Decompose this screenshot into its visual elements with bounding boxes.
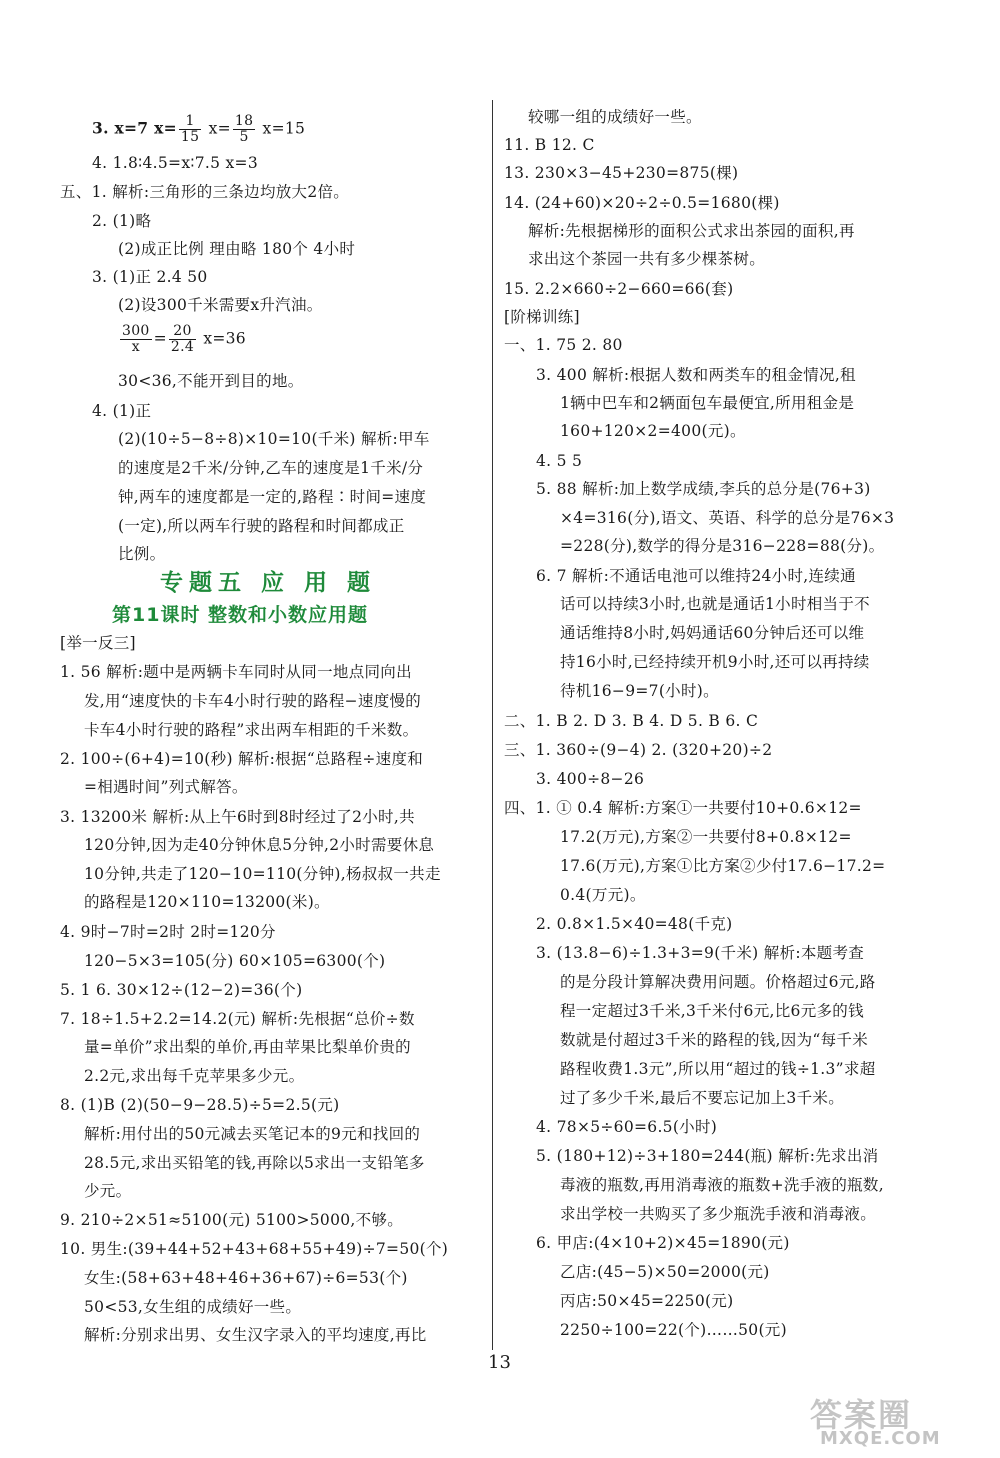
answer-line: 发,用“速度快的卡车4小时行驶的路程−速度慢的 [84, 692, 422, 710]
answer-line: 28.5元,求出买铅笔的钱,再除以5求出一支铅笔多 [84, 1154, 425, 1172]
section-heading-five: 五、1. 解析:三角形的三条边均放大2倍。 [60, 183, 350, 201]
fraction: $\frac{1}{15}$ [180, 113, 200, 145]
answer-line: 待机16−9=7(小时)。 [560, 682, 719, 700]
answer-line: 17.6(万元),方案①比方案②少付17.6−17.2= [560, 857, 886, 875]
answer-line: 三、1. 360÷(9−4) 2. (320+20)÷2 [504, 741, 773, 759]
answer-line: 较哪一组的成绩好一些。 [528, 108, 702, 126]
answer-line: 3. 13200米 解析:从上午6时到8时经过了2小时,共 [60, 808, 415, 826]
answer-line: 7. 18÷1.5+2.2=14.2(元) 解析:先根据“总价÷数 [60, 1010, 415, 1028]
answer-line: 3. 400÷8−26 [536, 770, 645, 788]
answer-line: 11. B 12. C [504, 136, 595, 154]
answer-line: 的路程是120×110=13200(米)。 [84, 893, 330, 911]
answer-line: 女生:(58+63+48+46+36+67)÷6=53(个) [84, 1269, 408, 1287]
watermark-logo [810, 1390, 990, 1450]
answer-line: 1. 56 解析:题中是两辆卡车同时从同一地点同向出 [60, 663, 412, 681]
answer-line: 路程收费1.3元”,所以用“超过的钱÷1.3”求超 [560, 1060, 876, 1078]
answer-line: 120分钟,因为走40分钟休息5分钟,2小时需要休息 [84, 836, 435, 854]
answer-line: 5. 88 解析:加上数学成绩,李兵的总分是(76+3) [536, 480, 871, 498]
subsection-label: [阶梯训练] [504, 308, 580, 326]
answer-line: 2. 0.8×1.5×40=48(千克) [536, 915, 733, 933]
answer-line: 数就是付超过3千米的路程的钱,因为“每千米 [560, 1031, 869, 1049]
answer-line: 0.4(万元)。 [560, 886, 646, 904]
answer-line: 3. 400 解析:根据人数和两类车的租金情况,租 [536, 366, 856, 384]
answer-line: 5. 1 6. 30×12÷(12−2)=36(个) [60, 981, 303, 999]
answer-line: (一定),所以两车行驶的路程和时间都成正 [118, 517, 405, 535]
answer-line: 13. 230×3−45+230=875(棵) [504, 164, 739, 182]
answer-line: 通话维持8小时,妈妈通话60分钟后还可以维 [560, 624, 865, 642]
answer-line: (2)设300千米需要x升汽油。 [118, 296, 323, 314]
answer-line: 160+120×2=400(元)。 [560, 422, 746, 440]
answer-line: 比例。 [118, 545, 166, 563]
answer-line: 5. (180+12)÷3+180=244(瓶) 解析:先求出消 [536, 1147, 879, 1165]
column-divider [492, 100, 493, 1350]
page-number: 13 [488, 1352, 511, 1373]
answer-line: 120−5×3=105(分) 60×105=6300(个) [84, 952, 386, 970]
answer-line: 解析:分别求出男、女生汉字录入的平均速度,再比 [84, 1326, 427, 1344]
answer-line: 2. 100÷(6+4)=10(秒) 解析:根据“总路程÷速度和 [60, 750, 424, 768]
answer-line: 2. (1)略 [92, 212, 152, 230]
fraction: $\frac{300}{x}$ [122, 323, 150, 355]
topic-heading: 专题五 应 用 题 [160, 570, 377, 596]
answer-line: 毒液的瓶数,再用消毒液的瓶数+洗手液的瓶数, [560, 1176, 884, 1194]
answer-line: (2)成正比例 理由略 180个 4小时 [118, 240, 356, 258]
answer-line: 15. 2.2×660÷2−660=66(套) [504, 280, 734, 298]
answer-line: 3. (1)正 2.4 50 [92, 268, 208, 286]
answer-line: 4. 9时−7时=2时 2时=120分 [60, 923, 276, 941]
fraction: $\frac{20}{2.4}$ [170, 323, 195, 355]
answer-line: 4. 5 5 [536, 452, 583, 470]
answer-3-fractions: 3. x=7 x= $\frac{1}{15}$ x= $\frac{18}{5}$ x=15 [92, 113, 306, 145]
answer-line: 10. 男生:(39+44+52+43+68+55+49)÷7=50(个) [60, 1240, 449, 1258]
answer-line: 6. 甲店:(4×10+2)×45=1890(元) [536, 1234, 790, 1252]
answer-line: 丙店:50×45=2250(元) [560, 1292, 734, 1310]
answer-line: 求出学校一共购买了多少瓶洗手液和消毒液。 [560, 1205, 877, 1223]
answer-line: 4. 78×5÷60=6.5(小时) [536, 1118, 718, 1136]
watermark-url: MXQE.COM [820, 1428, 941, 1449]
answer-line: 持16小时,已经持续开机9小时,还可以再持续 [560, 653, 870, 671]
math-prefix: 3. x=7 x= [92, 118, 177, 138]
answer-line: 四、1. ① 0.4 解析:方案①一共要付10+0.6×12= [504, 799, 862, 817]
answer-line: 1辆中巴车和2辆面包车最便宜,所用租金是 [560, 394, 855, 412]
answer-line: 4. (1)正 [92, 402, 152, 420]
answer-line: 30<36,不能开到目的地。 [118, 372, 304, 390]
answer-line: 2.2元,求出每千克苹果多少元。 [84, 1067, 305, 1085]
answer-line: 一、1. 75 2. 80 [504, 336, 623, 354]
answer-line: 解析:先根据梯形的面积公式求出茶园的面积,再 [528, 222, 855, 240]
answer-line: 的速度是2千米/分钟,乙车的速度是1千米/分 [118, 459, 424, 477]
fraction: $\frac{18}{5}$ [234, 113, 254, 145]
watermark-text: 答案圈 [810, 1396, 913, 1434]
answer-line: 钟,两车的速度都是一定的,路程∶时间=速度 [118, 488, 427, 506]
answer-line: (2)(10÷5−8÷8)×10=10(千米) 解析:甲车 [118, 430, 430, 448]
answer-line: 50<53,女生组的成绩好一些。 [84, 1298, 302, 1316]
answer-line: 卡车4小时行驶的路程”求出两车相距的千米数。 [84, 721, 419, 739]
answer-line: 求出这个茶园一共有多少棵茶树。 [528, 250, 766, 268]
answer-line: 3. (13.8−6)÷1.3+3=9(千米) 解析:本题考查 [536, 944, 865, 962]
answer-line: 14. (24+60)×20÷2÷0.5=1680(棵) [504, 194, 780, 212]
answer-line: =相遇时间”列式解答。 [84, 778, 248, 796]
answer-line: 程一定超过3千米,3千米付6元,比6元多的钱 [560, 1002, 864, 1020]
answer-line: 2250÷100=22(个)……50(元) [560, 1321, 787, 1339]
answer-line: 乙店:(45−5)×50=2000(元) [560, 1263, 770, 1281]
answer-line: 少元。 [84, 1182, 132, 1200]
answer-line: 17.2(万元),方案②一共要付8+0.8×12= [560, 828, 852, 846]
lesson-heading: 第11课时 整数和小数应用题 [112, 604, 369, 626]
subsection-label: [举一反三] [60, 634, 136, 652]
answer-line: 解析:用付出的50元减去买笔记本的9元和找回的 [84, 1125, 421, 1143]
answer-line: 4. 1.8∶4.5=x∶7.5 x=3 [92, 154, 258, 172]
answer-line: 8. (1)B (2)(50−9−28.5)÷5=2.5(元) [60, 1096, 340, 1114]
answer-line: 话可以持续3小时,也就是通话1小时相当于不 [560, 595, 870, 613]
answer-line: 过了多少千米,最后不要忘记加上3千米。 [560, 1089, 844, 1107]
answer-line: 二、1. B 2. D 3. B 4. D 5. B 6. C [504, 712, 759, 730]
answer-line: ×4=316(分),语文、英语、科学的总分是76×3 [560, 509, 895, 527]
answer-line: 6. 7 解析:不通话电池可以维持24小时,连续通 [536, 567, 856, 585]
answer-line: 10分钟,共走了120−10=110(分钟),杨叔叔一共走 [84, 865, 441, 883]
answer-line: 量=单价”求出梨的单价,再由苹果比梨单价贵的 [84, 1038, 411, 1056]
proportion-equation: $\frac{300}{x}$ = $\frac{20}{2.4}$ x=36 [122, 323, 246, 355]
answer-line: =228(分),数学的得分是316−228=88(分)。 [560, 537, 885, 555]
answer-line: 9. 210÷2×51≈5100(元) 5100>5000,不够。 [60, 1211, 404, 1229]
answer-line: 的是分段计算解决费用问题。价格超过6元,路 [560, 973, 876, 991]
